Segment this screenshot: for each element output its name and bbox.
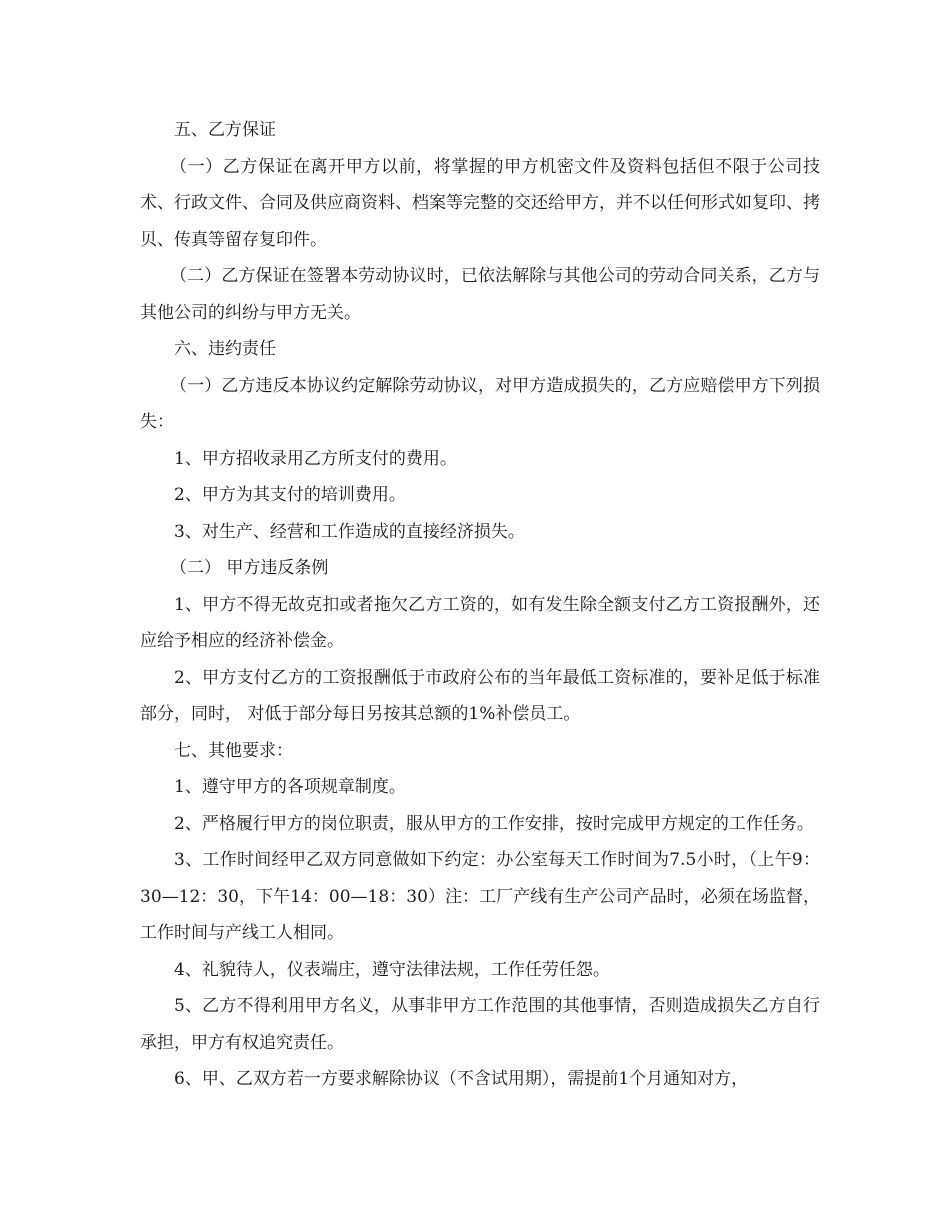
list-item-7-4: 4、礼貌待人，仪表端庄，遵守法律法规，工作任劳任怨。 [174,959,610,980]
paragraph-5-2: （二）乙方保证在签署本劳动协议时，已依法解除与其他公司的劳动合同关系，乙方与其他公司的纠纷与甲方无关。 [140,266,820,323]
document-body [140,112,820,1098]
list-item-6-1-1: 1、甲方招收录用乙方所支付的费用。 [174,448,457,469]
list-item-6-1-3: 3、对生产、经营和工作造成的直接经济损失。 [174,521,525,542]
list-item-7-3: 3、工作时间经甲乙双方同意做如下约定：办公室每天工作时间为7.5小时，（上午9：30—12：30，下午14：00—18：30）注：工厂产线有生产公司产品时，必须在场监督，工作时间与产线工人相同。 [140,850,820,943]
paragraph-6-1: （一）乙方违反本协议约定解除劳动协议，对甲方造成损失的，乙方应赔偿甲方下列损失： [140,375,820,432]
list-item-6-1-2: 2、甲方为其支付的培训费用。 [174,485,406,505]
list-item-6-2-2: 2、甲方支付乙方的工资报酬低于市政府公布的当年最低工资标准的，要补足低于标准部分，同时， 对低于部分每日另按其总额的1%补偿员工。 [140,667,820,724]
section-heading-7: 七、其他要求： [174,740,293,761]
list-item-7-6: 6、甲、乙双方若一方要求解除协议（不含试用期），需提前1个月通知对方， [174,1069,749,1089]
section-heading-5: 五、乙方保证 [174,120,276,140]
section-heading-6: 六、违约责任 [174,339,276,359]
list-item-7-2: 2、严格履行甲方的岗位职责，服从甲方的工作安排，按时完成甲方规定的工作任务。 [174,813,814,834]
list-item-7-1: 1、遵守甲方的各项规章制度。 [174,777,406,797]
subheading-6-2: （二） 甲方违反条例 [170,558,329,578]
paragraph-5-1: （一）乙方保证在离开甲方以前，将掌握的甲方机密文件及资料包括但不限于公司技术、行政文件、合同及供应商资料、档案等完整的交还给甲方，并不以任何形式如复印、拷贝、传真等留存复印件。 [140,156,820,250]
list-item-6-2-1: 1、甲方不得无故克扣或者拖欠乙方工资的，如有发生除全额支付乙方工资报酬外，还应给予相应的经济补偿金。 [140,594,820,651]
list-item-7-5: 5、乙方不得利用甲方名义，从事非甲方工作范围的其他事情，否则造成损失乙方自行承担，甲方有权追究责任。 [140,996,820,1053]
